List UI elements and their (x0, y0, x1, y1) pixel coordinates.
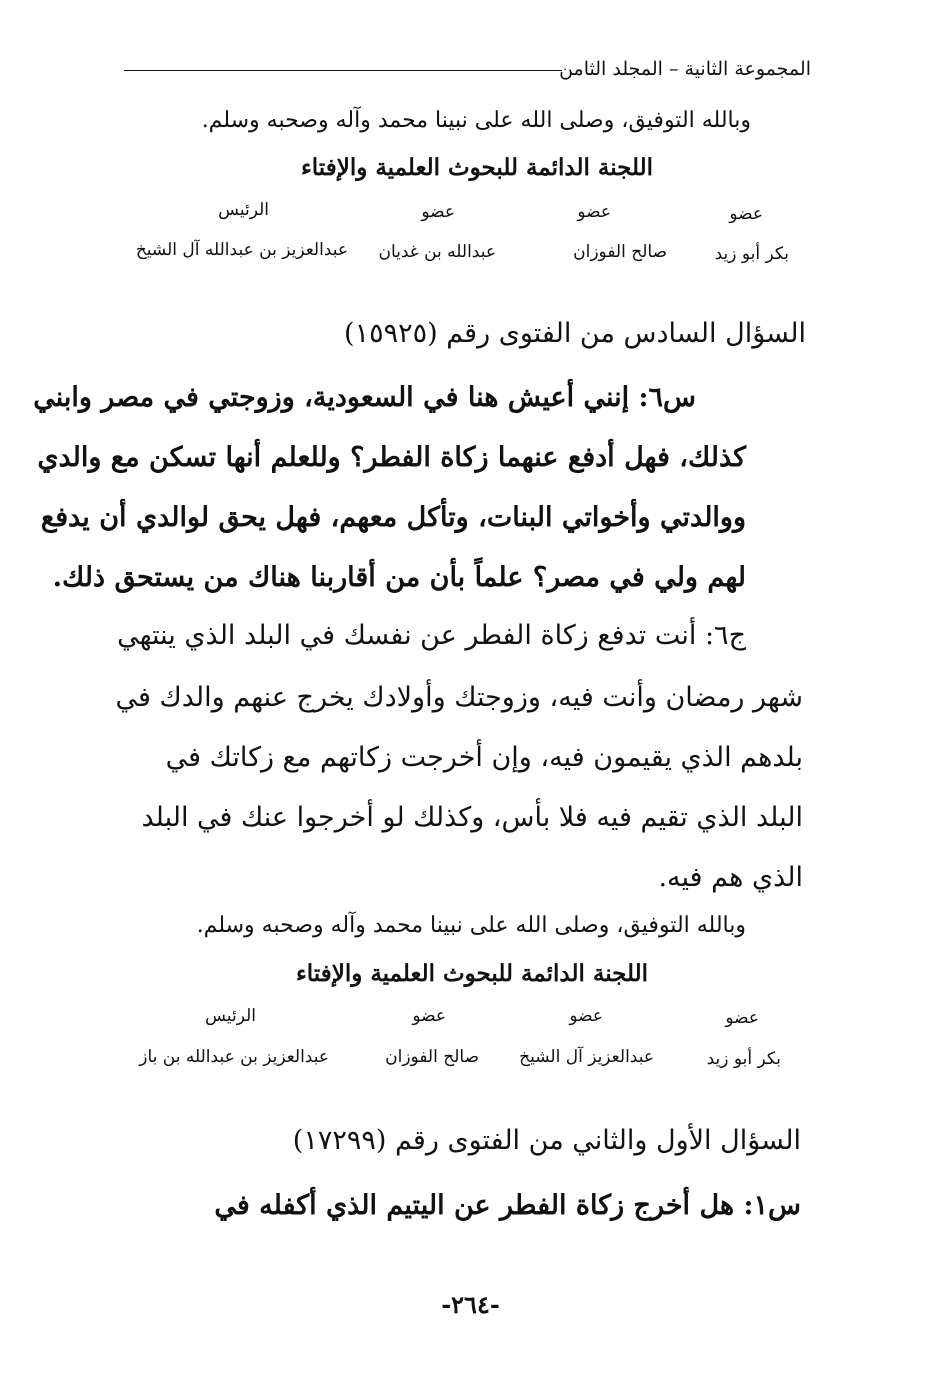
answer-line: بلدهم الذي يقيمون فيه، وإن أخرجت زكاتهم مع زكاتك في (165, 742, 803, 773)
signatory-title: الرئيس (218, 200, 269, 220)
running-header: المجموعة الثانية – المجلد الثامن (559, 58, 811, 80)
answer-line: ج٦: أنت تدفع زكاة الفطر عن نفسك في البلد الذي ينتهي (117, 620, 746, 651)
question-line: لهم ولي في مصر؟ علماً بأن من أقاربنا هناك من يستحق ذلك. (52, 562, 746, 593)
signatory-name: عبدالعزيز بن عبدالله بن باز (139, 1047, 329, 1067)
signatory-title: عضو (412, 1006, 446, 1026)
question-line: س٦: إنني أعيش هنا في السعودية، وزوجتي في مصر وابني (33, 382, 696, 413)
signatory-name: صالح الفوزان (385, 1047, 479, 1067)
question-line: ووالدتي وأخواتي البنات، وتأكل معهم، فهل يحق لوالدي أن يدفع (40, 502, 746, 533)
signatory-title: الرئيس (205, 1006, 256, 1026)
signatory-name: عبدالعزيز آل الشيخ (519, 1047, 654, 1067)
closing-formula: وبالله التوفيق، وصلى الله على نبينا محمد وآله وصحبه وسلم. (201, 108, 751, 133)
signatory-title: عضو (577, 202, 611, 222)
committee-name: اللجنة الدائمة للبحوث العلمية والإفتاء (300, 154, 653, 181)
signatory-name: بكر أبو زيد (706, 1049, 781, 1069)
header-rule (124, 70, 562, 71)
answer-line: شهر رمضان وأنت فيه، وزوجتك وأولادك يخرج عنهم والدك في (115, 682, 803, 713)
signatory-title: عضو (729, 204, 763, 224)
closing-formula: وبالله التوفيق، وصلى الله على نبينا محمد وآله وصحبه وسلم. (196, 913, 746, 938)
committee-name: اللجنة الدائمة للبحوث العلمية والإفتاء (295, 960, 648, 987)
fatwa-heading: السؤال السادس من الفتوى رقم (١٥٩٢٥) (344, 318, 806, 349)
answer-line: البلد الذي تقيم فيه فلا بأس، وكذلك لو أخرجوا عنك في البلد (141, 802, 803, 833)
signatory-title: عضو (569, 1006, 603, 1026)
question-line: س١: هل أخرج زكاة الفطر عن اليتيم الذي أكفله في (214, 1190, 801, 1221)
question-line: كذلك، فهل أدفع عنهما زكاة الفطر؟ وللعلم أنها تسكن مع والدي (37, 442, 746, 473)
answer-line: الذي هم فيه. (658, 862, 803, 893)
signatory-name: صالح الفوزان (573, 242, 667, 262)
page-number: -٢٦٤- (441, 1290, 500, 1319)
signatory-title: عضو (421, 202, 455, 222)
signatory-title: عضو (725, 1008, 759, 1028)
signatory-name: بكر أبو زيد (714, 244, 789, 264)
signatory-name: عبدالعزيز بن عبدالله آل الشيخ (135, 240, 348, 260)
fatwa-heading: السؤال الأول والثاني من الفتوى رقم (١٧٢٩٩) (292, 1125, 801, 1156)
signatory-name: عبدالله بن غديان (378, 242, 496, 262)
